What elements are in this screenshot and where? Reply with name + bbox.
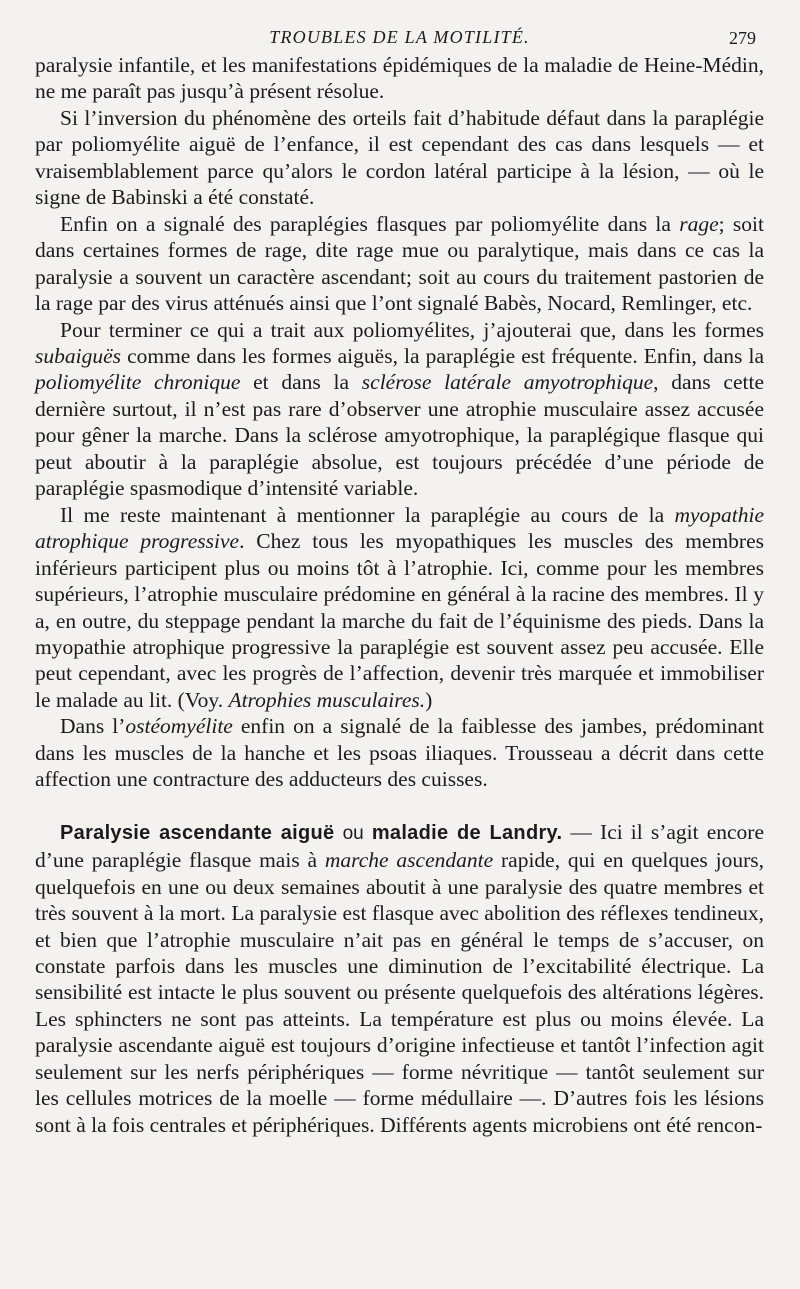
- text-run: enfin on a signalé de la faiblesse des jambes, prédominant dans les muscles de la hanche et les psoas iliaques. Trousseau a décrit dans cette affection une contracture des adducteurs des cuisses.: [35, 714, 764, 792]
- section-landry: [35, 819, 764, 1138]
- text-run: comme dans les formes aiguës, la paraplégie est fréquente. Enfin, dans la: [121, 343, 764, 368]
- section-title-secondary: maladie de Landry.: [371, 821, 563, 844]
- text-run: Dans l’: [60, 714, 126, 739]
- italic-term-atrophies: Atrophies musculaires.: [228, 687, 426, 712]
- paragraph-osteomyelite: [35, 713, 764, 792]
- italic-term-myopathie: myopathie atrophique progressive: [35, 502, 764, 554]
- text-run: Pour terminer ce qui a trait aux poliomyélites, j’ajouterai que, dans les formes: [60, 317, 764, 342]
- running-title: TROUBLES DE LA MOTILITÉ.: [269, 27, 530, 47]
- text-run: Enfin on a signalé des paraplégies flasques par poliomyélite dans la: [60, 211, 680, 236]
- text-run: rapide, qui en quelques jours, quelquefois en une ou deux semaines aboutit à une paralysie des quatre membres et très souvent à la mort. La paralysie est flasque avec abolition des réflexes tendineux, et bien que l’atrophie musculaire n’ait pas en général le temps de s’accuser, on constate parfois dans les muscles une diminution de l’excitabilité électrique. La sensibilité est intacte le plus souvent ou présente quelquefois des altérations légères. Les sphincters ne sont pas atteints. La température est plus ou moins élevée. La paralysie ascendante aiguë est toujours d’origine infectieuse et tantôt l’infection agit seulement sur les nerfs périphériques — forme névritique — tantôt seulement sur les cellules motrices de la moelle — forme médullaire —. D’autres fois les lésions sont à la fois centrales et périphériques. Différents agents microbiens ont été rencon-: [35, 848, 764, 1137]
- italic-term-sclerose-laterale: sclérose latérale amyotrophique: [361, 370, 654, 395]
- paragraph-continuation: paralysie infantile, et les manifestations épidémiques de la maladie de Heine-Médin, ne me paraît pas jusqu’à présent résolue.: [35, 53, 764, 104]
- text-run: ): [425, 687, 433, 712]
- text-run: et dans la: [240, 370, 362, 395]
- text-run: . Chez tous les myopathiques les muscles des membres inférieurs participent plus ou moins tôt à l’atrophie. Ici, comme pour les membres supérieurs, l’atrophie musculaire prédomine en général à la racine des membres. Il y a, en outre, du steppage pendant la marche du fait de l’équinisme des pieds. Dans la myopathie atrophique progressive la paraplégie est souvent assez peu accusée. Elle peut cependant, avec les progrès de l’affection, devenir très marquée et immobiliser le malade au lit. (Voy.: [35, 529, 764, 712]
- paragraph-myopathie: [35, 502, 764, 714]
- section-spacer: [35, 793, 764, 819]
- paragraph-rage: [35, 211, 764, 317]
- paragraph-poliomyelites: [35, 317, 764, 502]
- running-header: [35, 0, 764, 52]
- italic-term-marche-ascendante: marche ascendante: [324, 848, 494, 873]
- text-run: — Ici il s’agit encore d’une paraplégie flasque mais à: [35, 819, 764, 873]
- paragraph-babinski: Si l’inversion du phénomène des orteils fait d’habitude défaut dans la paraplégie par poliomyélite aiguë de l’enfance, il est cependant des cas dans lesquels — et vraisemblablement parce qu’alors le cordon latéral participe à la lésion, — où le signe de Babinski a été constaté.: [35, 105, 764, 210]
- italic-term-rage: rage: [679, 211, 719, 236]
- italic-term-poliomyelite-chronique: poliomyélite chronique: [35, 370, 241, 395]
- text-run: , dans cette dernière surtout, il n’est pas rare d’observer une atrophie musculaire assez accusée pour gêner la marche. Dans la sclérose amyotrophique, la paraplégique flasque qui peut aboutir à la paraplégie absolue, est toujours précédée d’une période de paraplégie spasmodique d’intensité variable.: [35, 370, 764, 501]
- page-number: 279: [729, 28, 756, 48]
- text-run: Il me reste maintenant à mentionner la paraplégie au cours de la: [60, 502, 675, 527]
- italic-term-osteomyelite: ostéomyélite: [125, 714, 233, 739]
- text-run: ; soit dans certaines formes de rage, dite rage mue ou paralytique, mais dans ce cas la paralysie a souvent un caractère ascendant; soit au cours du traitement pastorien de la rage par des virus atténués ainsi que l’ont signalé Babès, Nocard, Remlinger, etc.: [35, 211, 764, 316]
- section-title: Paralysie ascendante aiguë: [60, 821, 335, 844]
- section-title-conjunction: ou: [342, 822, 364, 844]
- italic-term-subaigues: subaiguës: [35, 343, 121, 368]
